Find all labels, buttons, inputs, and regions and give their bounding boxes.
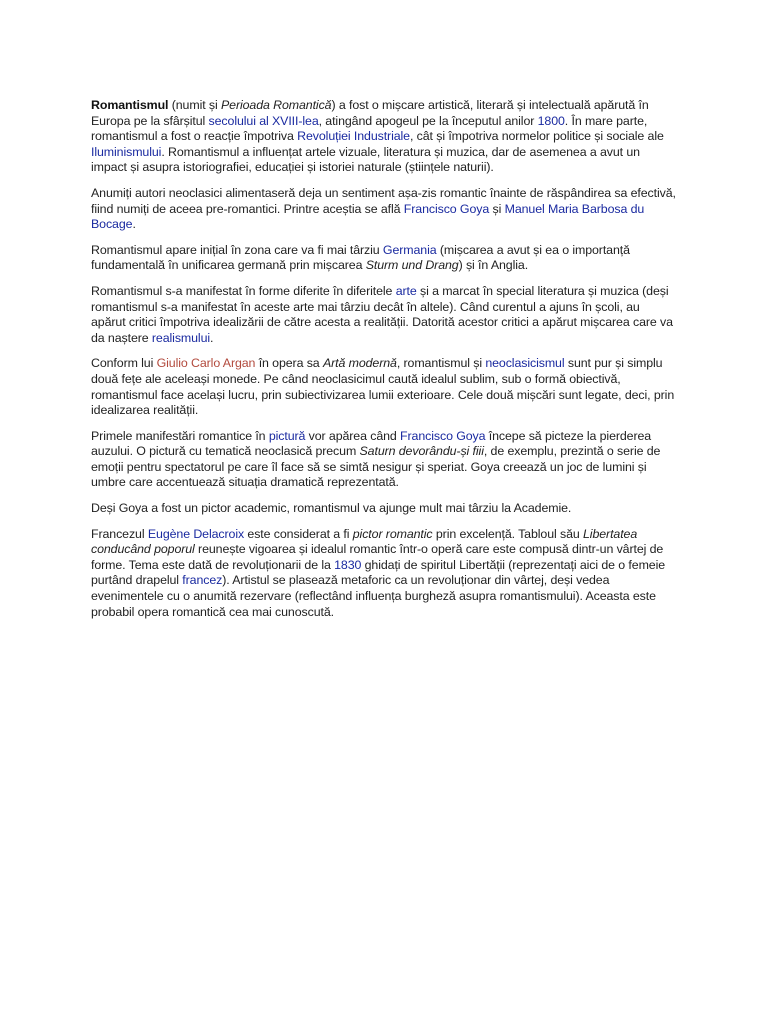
text: ghidați de spiritul Libertății (reprezentați aici de o femeie purtând drapelul — [91, 557, 666, 588]
link-francisco-goya[interactable]: Francisco Goya — [400, 428, 486, 443]
text: . În mare parte, romantismul a fost o reacție împotriva — [91, 113, 648, 144]
text: începe să picteze la pierderea auzului. O pictură cu tematică neoclasică precum — [91, 428, 652, 459]
text: este considerat a fi — [244, 526, 353, 541]
text: . — [210, 330, 214, 345]
text: Conform lui — [91, 356, 157, 371]
italic-term: Libertatea conducând poporul — [91, 526, 638, 557]
italic-term: Perioada Romantică — [221, 98, 332, 112]
italic-term: Saturn devorându-și fiii — [359, 444, 484, 459]
text: (numit și — [168, 98, 221, 112]
text: în opera sa — [255, 356, 323, 371]
paragraph-arte — [91, 284, 677, 346]
text: și a marcat în special literatura și muzica (deși romantismul s-a manifestat în aceste arte mai târziu decât în altele). Când curentul a ajuns în școli, au apărut critici împotriva idealizării de către acesta a realității. Datorită acestor critici a apărut mișcarea care va da naștere — [91, 283, 673, 345]
link-secolul-xviii[interactable]: secolului al XVIII-lea — [208, 113, 319, 128]
link-revolutia-industriala[interactable]: Revoluției Industriale — [297, 129, 410, 144]
text: Romantismul s-a manifestat în forme diferite în diferitele — [91, 283, 396, 298]
link-germania[interactable]: Germania — [382, 242, 437, 257]
link-1800[interactable]: 1800 — [537, 113, 565, 128]
text: , de exemplu, prezintă o serie de emoții pentru spectatorul pe care îl face să se simtă nesigur și speriat. Goya creează un joc de lumini și umbre care accentuează situația dramatică reprezentată. — [91, 444, 661, 490]
text: prin excelență. Tabloul său — [432, 526, 584, 541]
text: ) și în Anglia. — [458, 258, 529, 273]
link-neoclasicismul[interactable]: neoclasicismul — [485, 356, 565, 371]
paragraph-intro — [91, 98, 677, 176]
link-giulio-carlo-argan[interactable]: Giulio Carlo Argan — [156, 356, 256, 371]
link-francez[interactable]: francez — [182, 573, 223, 588]
text: Deși Goya a fost un pictor academic, romantismul va ajunge mult mai târziu la Academie. — [91, 501, 572, 516]
text: Primele manifestări romantice în — [91, 428, 269, 443]
link-realismului[interactable]: realismului — [151, 330, 211, 345]
link-iluminismului[interactable]: Iluminismului — [91, 144, 162, 159]
paragraph-argan — [91, 356, 677, 418]
article-title-term: Romantismul — [91, 98, 169, 112]
text: sunt pur și simplu două fețe ale aceleași monede. Pe când neoclasicimul caută idealul sublim, sub o formă obiectivă, romantismul face același lucru, prin subiectivizarea lumii exterioare. Cele două mișcări sunt legate, deci, prin idealizarea realității. — [91, 356, 675, 418]
link-eugene-delacroix[interactable]: Eugène Delacroix — [147, 526, 245, 541]
text: , romantismul și — [396, 356, 486, 371]
paragraph-delacroix — [91, 527, 677, 621]
text: Romantismul apare inițial în zona care va fi mai târziu — [91, 242, 383, 257]
text: ) a fost o mișcare artistică, literară și intelectuală apărută în Europa pe la sfârșitul — [91, 98, 649, 128]
text: , cât și împotriva normelor politice și sociale ale — [409, 129, 664, 144]
text: reunește vigoarea și idealul romantic într-o operă care este compusă dintr-un vârtej de forme. Tema este dată de revoluționarii de la — [91, 542, 664, 572]
paragraph-pictura — [91, 429, 677, 491]
link-bocage[interactable]: Manuel Maria Barbosa du Bocage — [91, 201, 645, 232]
link-arte[interactable]: arte — [395, 283, 417, 298]
link-1830[interactable]: 1830 — [334, 557, 362, 572]
article-body — [91, 98, 677, 630]
italic-term: Sturm und Drang — [365, 258, 459, 273]
text: Anumiți autori neoclasici alimentaseră deja un sentiment așa-zis romantic înainte de răspândirea sa efectivă, fiind numiți de aceea pre-romantici. Printre aceștia se află — [91, 185, 676, 216]
italic-term: pictor romantic — [352, 526, 433, 541]
text: (mișcarea a avut și ea o importanță fundamentală în unificarea germană prin mișcarea — [91, 242, 630, 273]
paragraph-academie — [91, 501, 677, 517]
text: . — [132, 217, 136, 232]
text: ). Artistul se plasează metaforic ca un revoluționar din vârtej, deși vedea evenimentele cu o anumită rezervare (reflectând influența burgheză asupra romantismului). Aceasta este probabil opera romantică cea mai cunoscută. — [91, 573, 656, 619]
link-pictura[interactable]: pictură — [268, 428, 306, 443]
text: , atingând apogeul pe la începutul anilor — [318, 113, 538, 128]
text: vor apărea când — [305, 428, 401, 443]
text: Francezul — [91, 526, 148, 541]
text: . Romantismul a influențat artele vizuale, literatura și muzica, dar de asemenea a avut un impact și asupra istoriografiei, educației și istoriei naturale (științele naturii). — [91, 144, 640, 175]
paragraph-preromantici — [91, 186, 677, 233]
link-francisco-goya[interactable]: Francisco Goya — [403, 201, 490, 216]
italic-term: Artă modernă — [322, 356, 397, 371]
text: și — [489, 201, 505, 216]
paragraph-germania — [91, 243, 677, 274]
